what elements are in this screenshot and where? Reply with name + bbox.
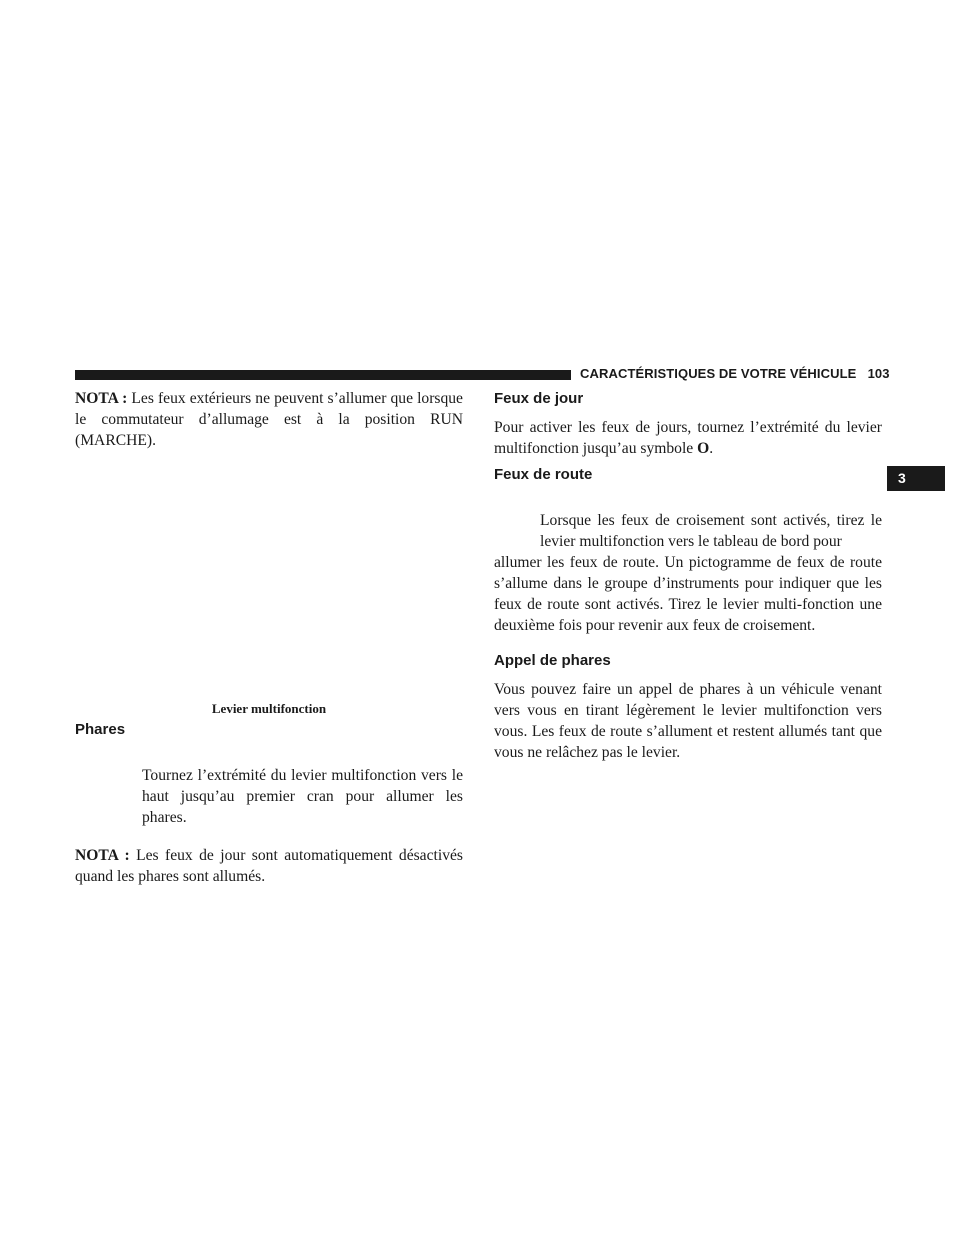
feux-route-section	[494, 465, 882, 636]
heading-appel-de-phares: Appel de phares	[494, 652, 611, 669]
running-header	[580, 366, 892, 381]
page-number: 103	[867, 366, 890, 381]
phares-section	[75, 720, 463, 887]
phares-paragraph: Tournez l’extrémité du levier multifonction vers le haut jusqu’au premier cran pour allumer les phares.	[142, 767, 463, 826]
nota-text-2: Les feux de jour sont automatiquement désactivés quand les phares sont allumés.	[75, 847, 463, 885]
feux-route-paragraph-a: Lorsque les feux de croisement sont activés, tirez le levier multifonction vers le tableau de bord pour	[540, 512, 882, 550]
heading-feux-de-jour: Feux de jour	[494, 390, 584, 407]
nota-label-2: NOTA :	[75, 847, 130, 864]
figure-caption: Levier multifonction	[211, 701, 327, 716]
heading-phares: Phares	[75, 721, 126, 738]
symbol-o: O	[697, 440, 710, 457]
feux-jour-paragraph: Pour activer les feux de jours, tournez l’extrémité du levier multifonction jusqu’au symbole	[494, 419, 882, 457]
appel-phares-section	[494, 651, 882, 763]
chapter-tab: 3	[887, 466, 945, 491]
section-title: CARACTÉRISTIQUES DE VOTRE VÉHICULE	[580, 366, 857, 381]
nota-exterior-lights	[75, 388, 463, 451]
feux-jour-section: Feux de jour Pour activer les feux de jours, tournez l’extrémité du levier multifonction jusqu’au symbole O.	[494, 390, 882, 457]
nota-text: Les feux extérieurs ne peuvent s’allumer que lorsque le commutateur d’allumage est à la position RUN (MARCHE).	[75, 390, 463, 449]
heading-feux-de-route: Feux de route	[494, 466, 593, 483]
header-rule	[75, 370, 571, 380]
feux-route-paragraph-b: allumer les feux de route. Un pictogramme de feux de route s’allume dans le groupe d’instruments pour indiquer que les feux de route sont activés. Tirez le levier multi-fonction une deuxième fois pour revenir aux feux de croisement.	[494, 554, 882, 634]
appel-paragraph: Vous pouvez faire un appel de phares à un véhicule venant vers vous en tirant légèrement le levier multifonction vers vous. Les feux de route s’allument et restent allumés tant que vous ne relâchez pas le levier.	[494, 681, 882, 761]
nota-label: NOTA :	[75, 390, 128, 407]
